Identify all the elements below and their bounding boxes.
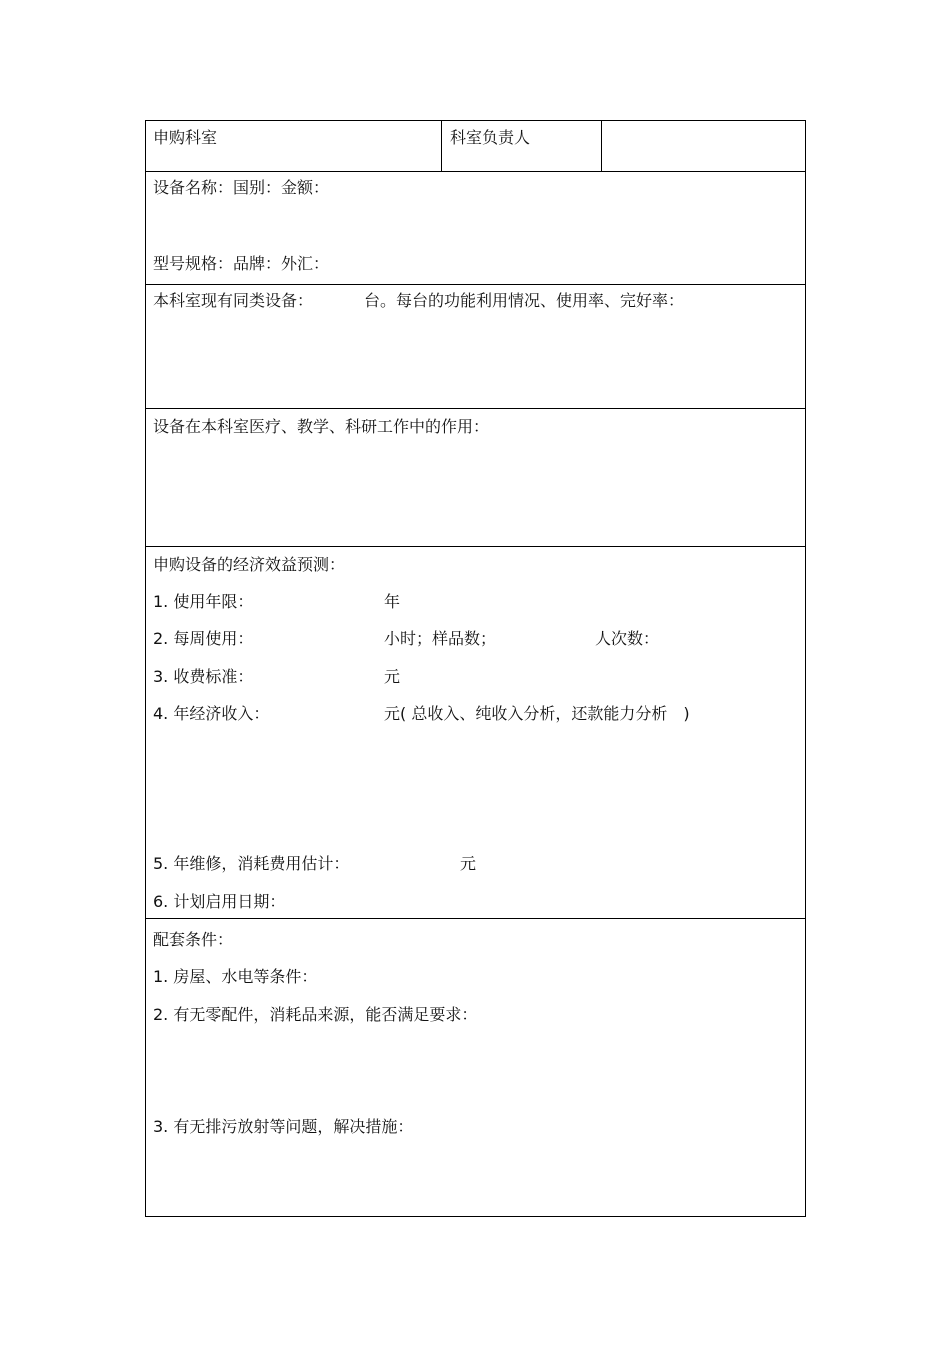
benefit-item4-unit: 元( 总收入、纯收入分析，还款能力分析 ) xyxy=(384,704,690,723)
equipment-model-line: 型号规格：品牌：外汇： xyxy=(153,254,330,273)
benefit-item4-label: 4. 年经济收入： xyxy=(153,704,270,723)
benefit-item2-unit-a: 小时；样品数； xyxy=(384,629,497,648)
support-item3: 3. 有无排污放射等问题，解决措施： xyxy=(153,1117,414,1136)
header-row xyxy=(146,121,805,172)
existing-equipment-row xyxy=(146,285,805,409)
existing-equipment-label: 本科室现有同类设备： xyxy=(153,291,314,310)
dept-head-label-cell xyxy=(441,121,601,171)
dept-head-label: 科室负责人 xyxy=(450,128,531,147)
equipment-row xyxy=(146,172,805,285)
benefit-item1-label: 1. 使用年限： xyxy=(153,592,254,611)
benefit-item6-label: 6. 计划启用日期： xyxy=(153,892,286,911)
benefit-item1-unit: 年 xyxy=(384,592,401,611)
benefit-item2-unit-b: 人次数： xyxy=(595,629,660,648)
support-item1: 1. 房屋、水电等条件： xyxy=(153,967,318,986)
support-item2: 2. 有无零配件，消耗品来源，能否满足要求： xyxy=(153,1005,478,1024)
benefit-item3-unit: 元 xyxy=(384,667,401,686)
benefit-title: 申购设备的经济效益预测： xyxy=(153,555,346,574)
dept-head-value-cell[interactable] xyxy=(601,121,805,171)
equipment-name-line: 设备名称：国别：金额： xyxy=(153,178,330,197)
dept-label-cell xyxy=(146,121,441,171)
purchase-application-form xyxy=(145,120,806,1217)
support-title: 配套条件： xyxy=(153,930,234,949)
benefit-item2-label: 2. 每周使用： xyxy=(153,629,254,648)
existing-equipment-usage-label: 台。每台的功能利用情况、使用率、完好率： xyxy=(364,291,685,310)
benefit-item3-label: 3. 收费标准： xyxy=(153,667,254,686)
supporting-conditions-row xyxy=(146,919,805,1218)
equipment-role-row xyxy=(146,409,805,547)
dept-label: 申购科室 xyxy=(153,128,218,147)
equipment-role-label: 设备在本科室医疗、教学、科研工作中的作用： xyxy=(153,417,490,436)
economic-benefit-row xyxy=(146,547,805,919)
benefit-item5-unit: 元 xyxy=(460,854,477,873)
benefit-item5-label: 5. 年维修，消耗费用估计： xyxy=(153,854,350,873)
